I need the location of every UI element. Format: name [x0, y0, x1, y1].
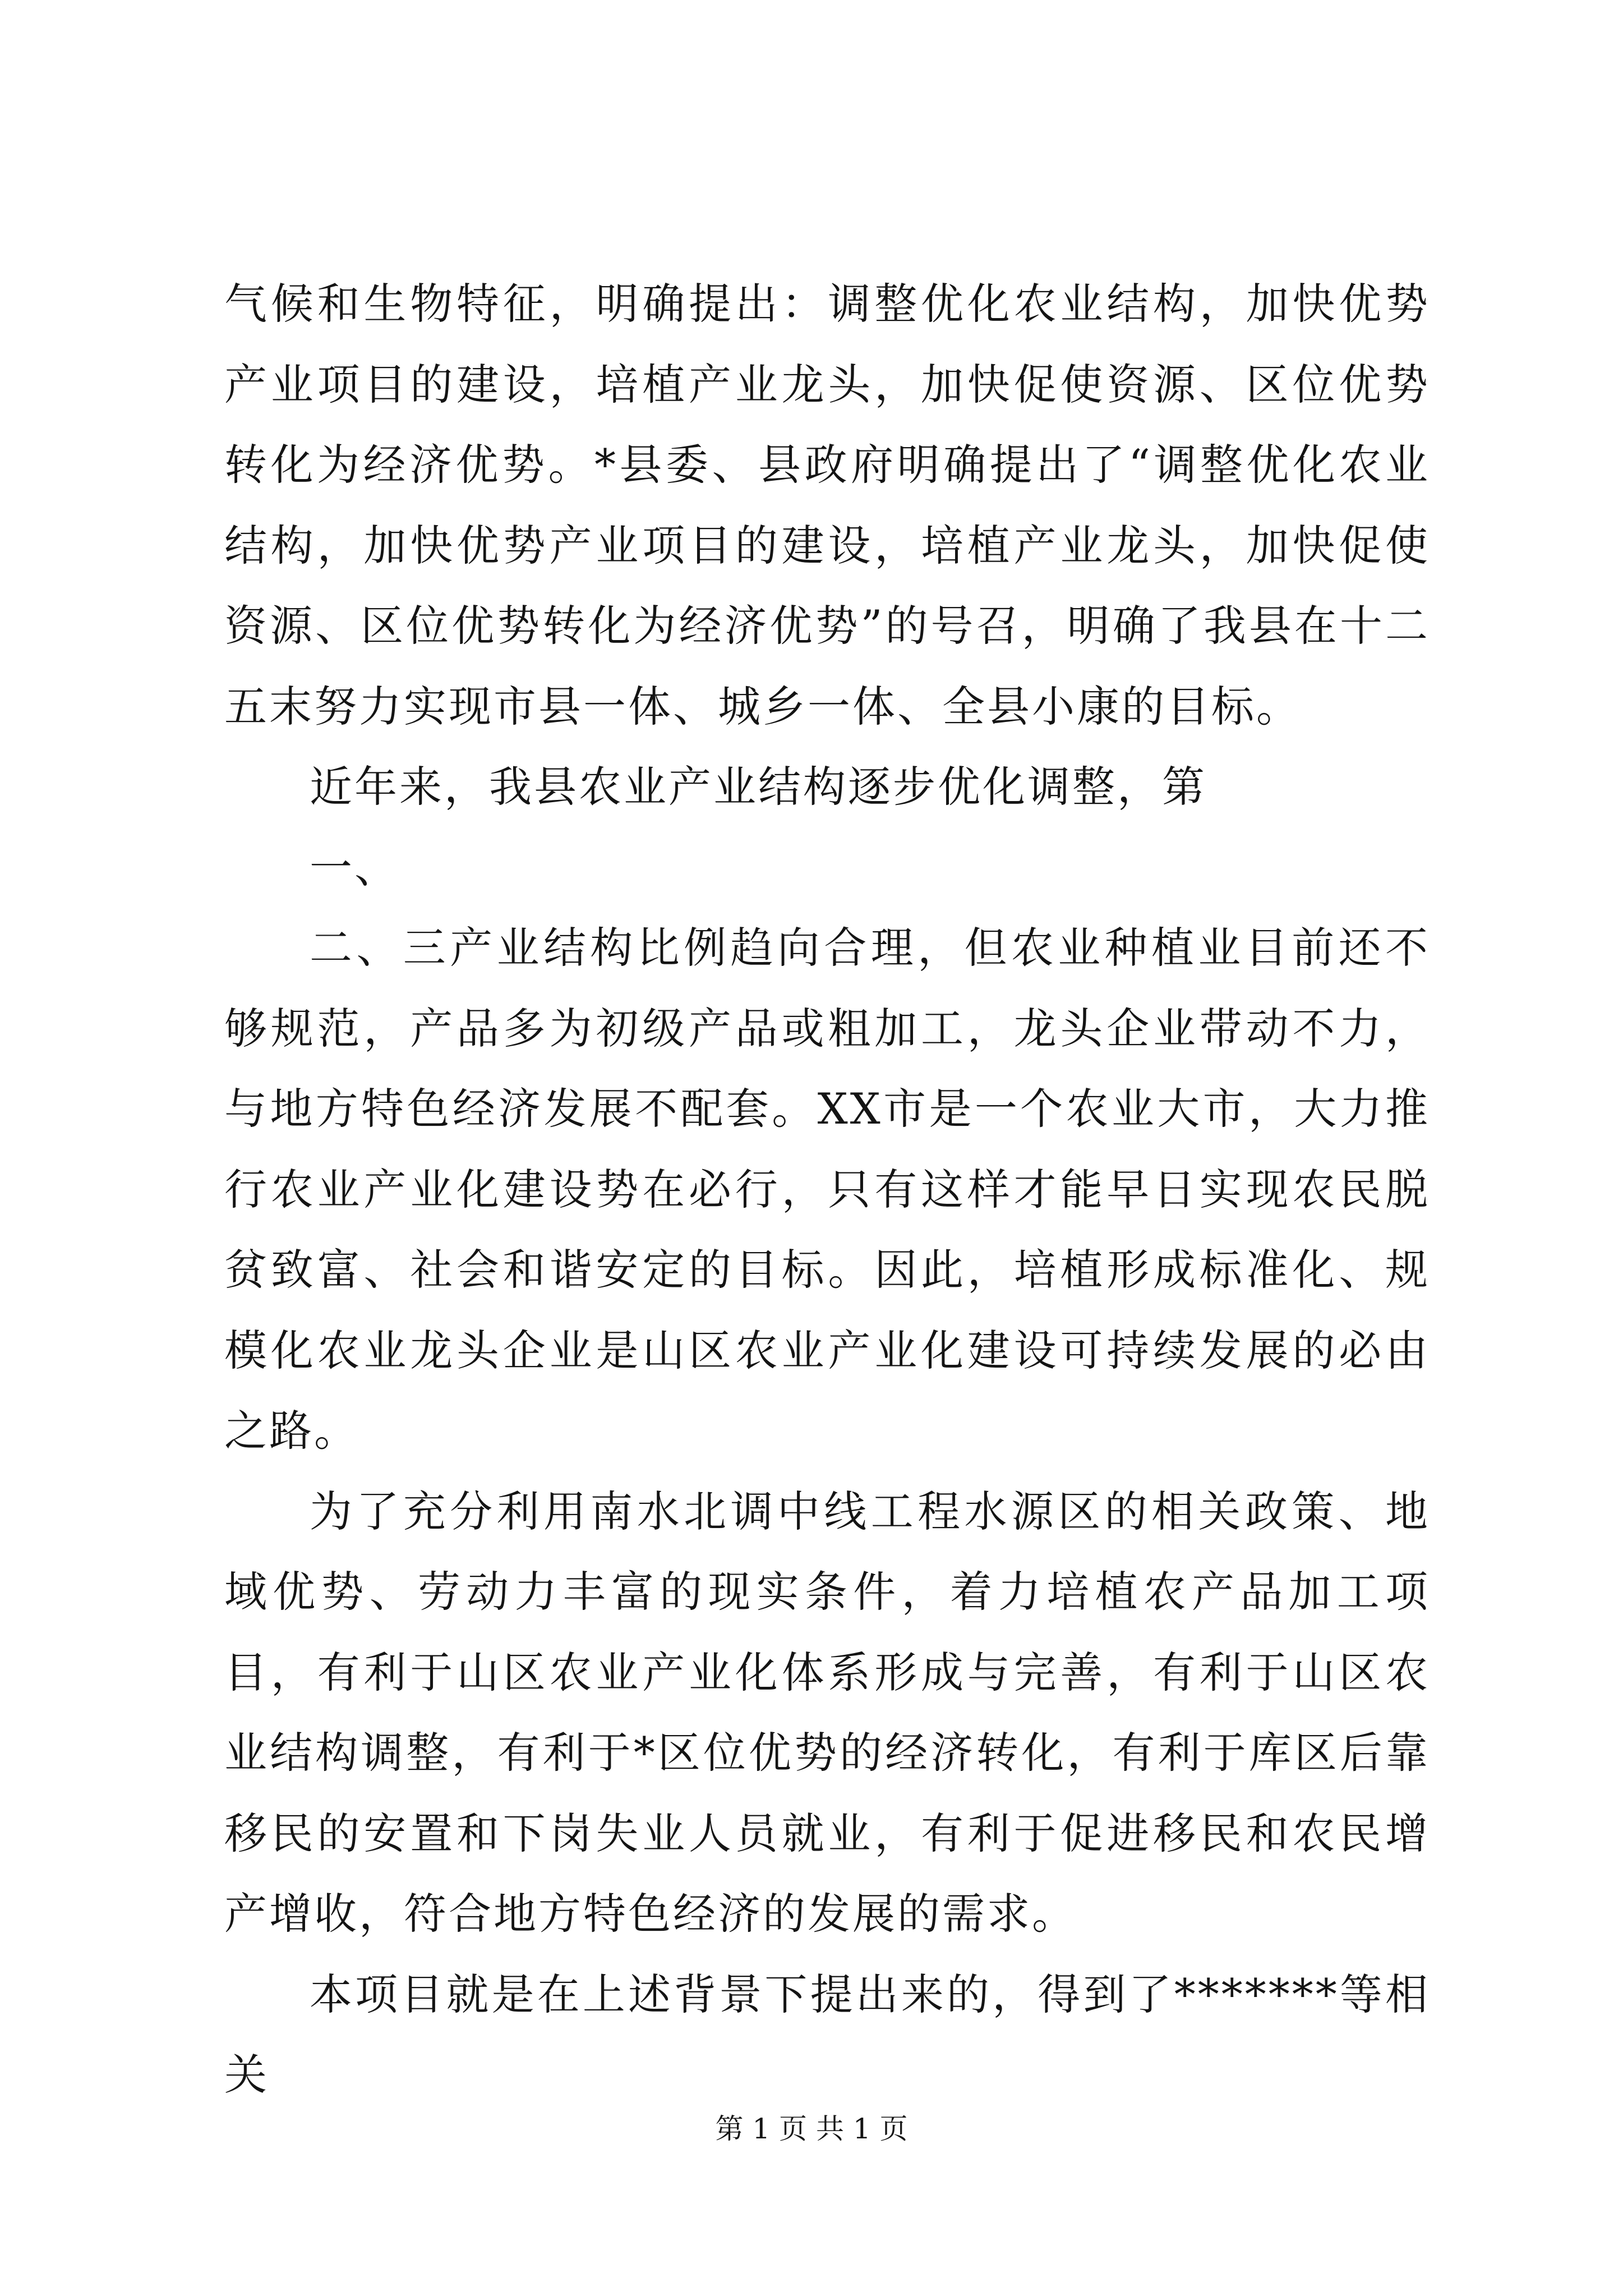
paragraph-1: 气候和生物特征，明确提出：调整优化农业结构，加快优势产业项目的建设，培植产业龙头，加快促使资源、区位优势转化为经济优势。*县委、县政府明确提出了“调整优化农业结构，加快优势产业项目的建设，培植产业龙头，加快促使资源、区位优势转化为经济优势”的号召，明确了我县在十二五末努力实现市县一体、城乡一体、全县小康的目标。: [224, 279, 1430, 731]
paragraph-2: 近年来，我县农业产业结构逐步优化调整，第: [310, 762, 1207, 812]
document-body: [224, 264, 1430, 2115]
paragraph-6: 本项目就是在上述背景下提出来的，得到了*******等相关: [224, 1969, 1430, 2100]
paragraph-3: 一、: [310, 842, 399, 892]
paragraph-4: 二、三产业结构比例趋向合理，但农业种植业目前还不够规范，产品多为初级产品或粗加工，龙头企业带动不力，与地方特色经济发展不配套。XX市是一个农业大市，大力推行农业产业化建设势在必行，只有这样才能早日实现农民脱贫致富、社会和谐安定的目标。因此，培植形成标准化、规模化农业龙头企业是山区农业产业化建设可持续发展的必由之路。: [224, 923, 1430, 1456]
paragraph-5: 为了充分利用南水北调中线工程水源区的相关政策、地域优势、劳动力丰富的现实条件，着力培植农产品加工项目，有利于山区农业产业化体系形成与完善，有利于山区农业结构调整，有利于*区位优势的经济转化，有利于库区后靠移民的安置和下岗失业人员就业，有利于促进移民和农民增产增收，符合地方特色经济的发展的需求。: [224, 1486, 1430, 1939]
page-footer: 第 1 页 共 1 页: [715, 2113, 908, 2145]
